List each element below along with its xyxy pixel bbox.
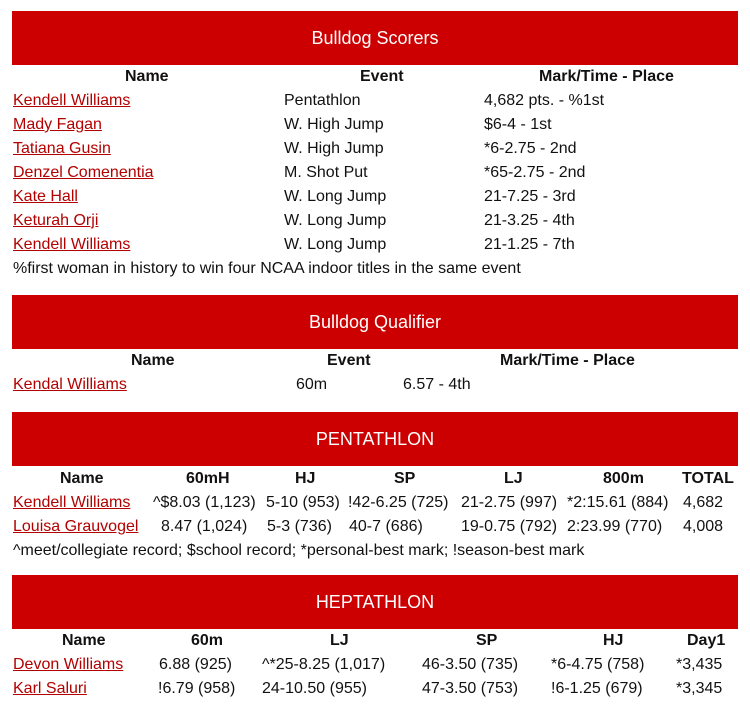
heptathlon-header-row xyxy=(0,629,750,653)
score-cell: *6-4.75 (758) xyxy=(551,656,645,673)
heptathlon-header-60m: 60m xyxy=(191,632,224,649)
table-row xyxy=(0,209,750,233)
qualifier-title: Bulldog Qualifier xyxy=(308,311,442,332)
athlete-link[interactable]: Louisa Grauvogel xyxy=(13,518,139,535)
score-cell: 5-3 (736) xyxy=(267,518,332,535)
score-cell: 21-2.75 (997) xyxy=(461,494,558,511)
total-cell: 4,682 xyxy=(683,494,724,511)
pentathlon-footnote: ^meet/collegiate record; $school record; *personal-best mark; !season-best mark xyxy=(13,542,585,559)
table-row xyxy=(0,89,750,113)
score-cell: !42-6.25 (725) xyxy=(348,494,449,511)
scorers-footnote: %first woman in history to win four NCAA indoor titles in the same event xyxy=(13,260,521,277)
mark-cell: *6-2.75 - 2nd xyxy=(484,140,577,157)
event-cell: W. High Jump xyxy=(284,140,384,157)
mark-cell: $6-4 - 1st xyxy=(484,116,552,133)
score-cell: 8.47 (1,024) xyxy=(161,518,248,535)
mark-cell: 21-1.25 - 7th xyxy=(484,236,575,253)
pentathlon-header-name: Name xyxy=(60,470,104,487)
scorers-header-name: Name xyxy=(125,68,169,85)
score-cell: !6.79 (958) xyxy=(158,680,236,697)
scorers-header-event: Event xyxy=(360,68,404,85)
pentathlon-title: PENTATHLON xyxy=(315,428,435,449)
qualifier-header-name: Name xyxy=(131,352,175,369)
event-cell: W. High Jump xyxy=(284,116,384,133)
athlete-link[interactable]: Kendell Williams xyxy=(13,494,131,511)
qualifier-banner xyxy=(12,295,738,349)
pentathlon-header-row xyxy=(0,467,750,491)
pentathlon-banner xyxy=(12,412,738,466)
mark-cell: *65-2.75 - 2nd xyxy=(484,164,586,181)
event-cell: M. Shot Put xyxy=(284,164,368,181)
athlete-link[interactable]: Denzel Comenentia xyxy=(13,164,154,181)
scorers-banner xyxy=(12,11,738,65)
table-row xyxy=(0,677,750,701)
pentathlon-header-lj: LJ xyxy=(504,470,523,487)
score-cell: *2:15.61 (884) xyxy=(567,494,669,511)
table-row xyxy=(0,233,750,257)
athlete-link[interactable]: Karl Saluri xyxy=(13,680,87,697)
athlete-link[interactable]: Tatiana Gusin xyxy=(13,140,111,157)
total-cell: *3,435 xyxy=(676,656,723,673)
athlete-link[interactable]: Kendal Williams xyxy=(13,376,127,393)
pentathlon-header-800m: 800m xyxy=(603,470,644,487)
heptathlon-header-day1: Day1 xyxy=(687,632,726,649)
mark-cell: 21-7.25 - 3rd xyxy=(484,188,576,205)
qualifier-header-event: Event xyxy=(327,352,371,369)
scorers-header-mark: Mark/Time - Place xyxy=(539,68,674,85)
athlete-link[interactable]: Mady Fagan xyxy=(13,116,102,133)
heptathlon-header-lj: LJ xyxy=(330,632,349,649)
athlete-link[interactable]: Devon Williams xyxy=(13,656,124,673)
score-cell: 2:23.99 (770) xyxy=(567,518,663,535)
score-cell: 5-10 (953) xyxy=(266,494,340,511)
score-cell: ^$8.03 (1,123) xyxy=(153,494,256,511)
score-cell: 19-0.75 (792) xyxy=(461,518,558,535)
table-row xyxy=(0,515,750,539)
athlete-link[interactable]: Kendell Williams xyxy=(13,92,131,109)
table-row xyxy=(0,653,750,677)
score-cell: 6.88 (925) xyxy=(159,656,232,673)
heptathlon-header-sp: SP xyxy=(476,632,498,649)
scorers-title: Bulldog Scorers xyxy=(311,27,439,48)
qualifier-header-mark: Mark/Time - Place xyxy=(500,352,635,369)
score-cell: 46-3.50 (735) xyxy=(422,656,519,673)
total-cell: 4,008 xyxy=(683,518,724,535)
scorers-header-row xyxy=(0,65,750,89)
pentathlon-header-total: TOTAL xyxy=(682,470,734,487)
athlete-link[interactable]: Keturah Orji xyxy=(13,212,99,229)
mark-cell: 4,682 pts. - %1st xyxy=(484,92,605,109)
heptathlon-header-name: Name xyxy=(62,632,106,649)
table-row xyxy=(0,137,750,161)
pentathlon-header-60mh: 60mH xyxy=(186,470,230,487)
table-row xyxy=(0,161,750,185)
heptathlon-title: HEPTATHLON xyxy=(315,591,435,612)
athlete-link[interactable]: Kate Hall xyxy=(13,188,78,205)
event-cell: W. Long Jump xyxy=(284,188,387,205)
pentathlon-header-hj: HJ xyxy=(295,470,316,487)
qualifier-header-row xyxy=(0,349,750,373)
score-cell: 24-10.50 (955) xyxy=(262,680,367,697)
score-cell: ^*25-8.25 (1,017) xyxy=(262,656,386,673)
score-cell: !6-1.25 (679) xyxy=(551,680,643,697)
pentathlon-header-sp: SP xyxy=(394,470,416,487)
mark-cell: 21-3.25 - 4th xyxy=(484,212,575,229)
athlete-link[interactable]: Kendell Williams xyxy=(13,236,131,253)
heptathlon-banner xyxy=(12,575,738,629)
heptathlon-header-hj: HJ xyxy=(603,632,624,649)
score-cell: 47-3.50 (753) xyxy=(422,680,519,697)
mark-cell: 6.57 - 4th xyxy=(403,376,471,393)
table-row xyxy=(0,491,750,515)
table-row xyxy=(0,185,750,209)
score-cell: 40-7 (686) xyxy=(349,518,423,535)
table-row xyxy=(0,373,750,397)
total-cell: *3,345 xyxy=(676,680,723,697)
event-cell: 60m xyxy=(296,376,328,393)
table-row xyxy=(0,113,750,137)
event-cell: Pentathlon xyxy=(284,92,361,109)
event-cell: W. Long Jump xyxy=(284,236,387,253)
event-cell: W. Long Jump xyxy=(284,212,387,229)
